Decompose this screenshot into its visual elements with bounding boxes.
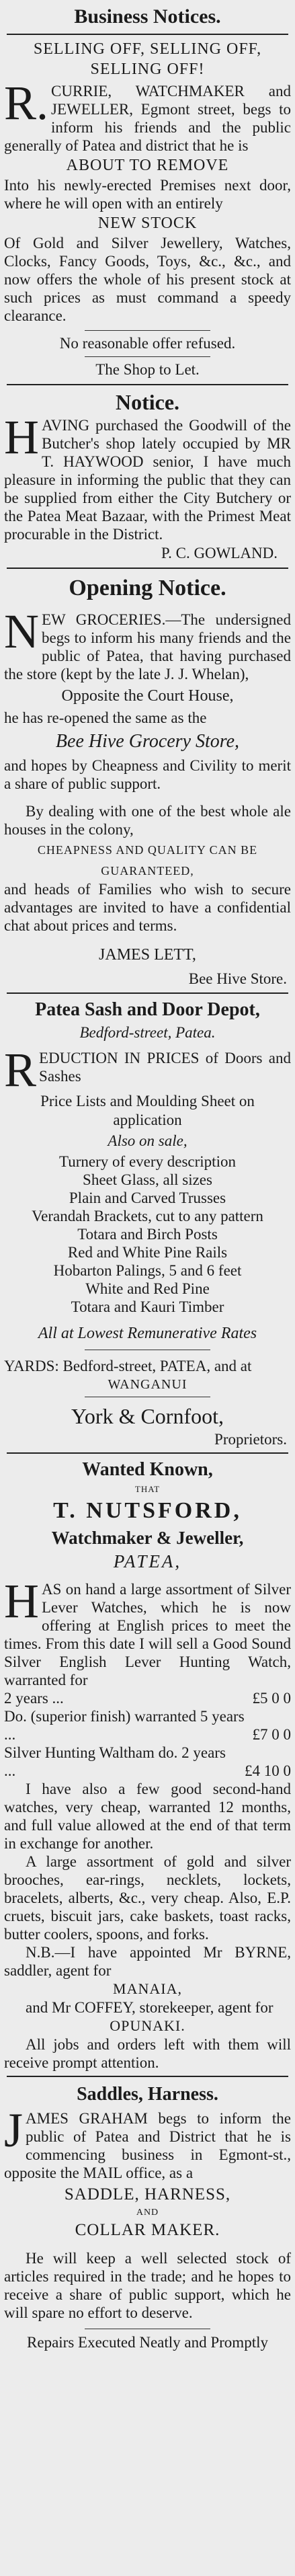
opening-signature: JAMES LETT, — [99, 946, 196, 964]
currie-body-3: Of Gold and Silver Jewellery, Watches, Clocks, Fancy Goods, Toys, &c., &c., and now offers the whole of his present stock at such prices as must command a speedy clearance. — [4, 235, 291, 324]
that: THAT — [134, 1484, 161, 1494]
saddles-text: AMES GRAHAM begs to inform the public of Patea and District that he is commencing business in Egmont-st., opposite the MAIL office, as a — [4, 2110, 291, 2181]
sash-signature-2: Proprietors. — [214, 1431, 287, 1448]
currie-headline: SELLING OFF, SELLING OFF, SELLING OFF! — [33, 40, 262, 78]
price-row-price: £7 0 0 — [252, 1726, 291, 1743]
price-row-label: Silver Hunting Waltham do. 2 years ... — [4, 1744, 226, 1779]
about-to-remove: ABOUT TO REMOVE — [66, 157, 229, 174]
manaia: MANAIA, — [113, 1980, 182, 1997]
jobs: All jobs and orders left with them will receive prompt attention. — [4, 2036, 291, 2071]
saddles-body-2: He will keep a well selected stock of articles required in the trade; and he hopes to receive a share of public support, which he will spare no effort to deserve. — [4, 2250, 291, 2321]
nutsford-body-3: A large assortment of gold and silver brooches, ear-rings, necklets, lockets, bracelets, alberts, &c., very cheap. Also, E.P. cruets, biscuit jars, cake baskets, toast racks, butter coolers, spoons, and forks. — [4, 1853, 291, 1943]
saddles-notice — [4, 2081, 291, 2353]
sash-door-depot — [4, 998, 291, 1448]
notice-title: Notice. — [115, 390, 180, 414]
currie-text: CURRIE, WATCHMAKER and JEWELLER, Egmont street, begs to inform his friends and the public generally of Patea and district that he is — [4, 83, 291, 154]
opening-title: Opening Notice. — [69, 576, 226, 600]
currie-shop: The Shop to Let. — [95, 361, 200, 378]
wanted-known: Wanted Known, — [82, 1459, 213, 1480]
sash-item: Red and White Pine Rails — [67, 1244, 228, 1261]
also-on-sale: Also on sale, — [108, 1132, 187, 1149]
nutsford-nb: N.B.—I have appointed Mr BYRNE, saddler, agent for — [4, 1944, 291, 1979]
opening-text: EW GROCERIES.—The undersigned begs to inform his many friends and the public of Patea, that having purchased the store (kept by the late J. J. Whelan), — [4, 611, 291, 682]
nutsford-body-2: I have also a few good second-hand watches, very cheap, warranted 12 months, and full value allowed at the end of that term in exchange for another. — [4, 1781, 291, 1852]
sash-item: Turnery of every description — [59, 1153, 236, 1170]
price-list — [4, 1689, 291, 1780]
price-row — [4, 1707, 291, 1744]
new-stock: NEW STOCK — [97, 214, 198, 232]
drop-capital: N — [4, 604, 39, 658]
sash-item: Totara and Kauri Timber — [71, 1298, 224, 1315]
dealing-text: By dealing with one of the best whole ale houses in the colony, — [4, 803, 291, 838]
sash-item: Totara and Birch Posts — [77, 1226, 218, 1243]
currie-body — [4, 76, 291, 155]
price-row — [4, 1744, 291, 1780]
saddles-trade: SADDLE, HARNESS, — [64, 2185, 231, 2203]
nutsford-town: PATEA, — [113, 1551, 182, 1571]
hopes-text: and hopes by Cheapness and Civility to merit a share of public support. — [4, 757, 291, 792]
store-name: Bee Hive Grocery Store, — [55, 731, 240, 752]
divider — [7, 568, 288, 569]
drop-capital: R. — [4, 76, 49, 130]
notice-signature: P. C. GOWLAND. — [161, 545, 278, 561]
nutsford-trade: Watchmaker & Jeweller, — [51, 1528, 244, 1548]
sash-item: Plain and Carved Trusses — [69, 1189, 226, 1206]
saddles-and: AND — [136, 2208, 159, 2218]
saddles-title: Saddles, Harness. — [77, 2084, 218, 2105]
yards: YARDS: Bedford-street, PATEA, and at — [4, 1358, 252, 1374]
divider — [85, 356, 210, 357]
divider — [7, 2076, 288, 2077]
divider — [7, 384, 288, 385]
drop-capital: H — [4, 1574, 39, 1628]
drop-capital: J — [4, 2103, 24, 2157]
sash-body — [4, 1043, 291, 1097]
sash-items-list — [4, 1153, 291, 1316]
currie-refused: No reasonable offer refused. — [59, 335, 236, 352]
sash-item: White and Red Pine — [85, 1280, 210, 1297]
lowest-rates: All at Lowest Remunerative Rates — [38, 1325, 257, 1342]
reopened-text: he has re-opened the same as the — [4, 709, 207, 726]
saddles-body — [4, 2103, 291, 2182]
opunaki: OPUNAKI. — [110, 2017, 185, 2034]
currie-notice — [4, 39, 291, 380]
notice-text: AVING purchased the Goodwill of the Butcher's shop lately occupied by MR T. HAYWOOD senior, I have much pleasure in informing the public that they can be supplied from either the City Butchery or the Patea Meat Bazaar, with the Primest Meat procurable in the District. — [4, 417, 291, 543]
nutsford-body — [4, 1574, 291, 1689]
opening-notice — [4, 573, 291, 988]
price-row-label: 2 years ... — [4, 1690, 64, 1707]
notice-body — [4, 410, 291, 543]
repairs: Repairs Executed Neatly and Promptly — [27, 2334, 268, 2351]
drop-capital: R — [4, 1043, 37, 1097]
cheapness-line: CHEAPNESS AND QUALITY CAN BE — [37, 843, 258, 857]
divider — [7, 34, 288, 35]
sash-item: Hobarton Palings, 5 and 6 feet — [53, 1262, 242, 1279]
opening-body — [4, 604, 291, 683]
price-row — [4, 1689, 291, 1707]
sash-item: Verandah Brackets, cut to any pattern — [32, 1208, 263, 1224]
nutsford-notice — [4, 1458, 291, 2072]
gowland-notice — [4, 389, 291, 563]
guaranteed-line: GUARANTEED, — [101, 864, 194, 877]
drop-capital: H — [4, 410, 39, 464]
sash-item: Sheet Glass, all sizes — [83, 1171, 212, 1188]
sash-title: Patea Sash and Door Depot, — [35, 999, 260, 1020]
price-lists: Price Lists and Moulding Sheet on application — [40, 1093, 255, 1128]
nutsford-text: AS on hand a large assortment of Silver Lever Watches, which he is now offering at English prices to meet the times. From this date I will sell a Good Sound Silver English Lever Hunting Watch, warranted for — [4, 1581, 291, 1688]
sash-subtitle: Bedford-street, Patea. — [79, 1024, 216, 1041]
coffey: and Mr COFFEY, storekeeper, agent for — [26, 1999, 273, 2016]
nutsford-name: T. NUTSFORD, — [53, 1498, 242, 1523]
price-row-price: £4 10 0 — [245, 1762, 291, 1779]
sash-text: EDUCTION IN PRICES of Doors and Sashes — [39, 1050, 291, 1085]
heads-text: and heads of Families who wish to secure advantages are invited to have a confidential chat about prices and terms. — [4, 881, 291, 934]
page-title: Business Notices. — [74, 5, 221, 28]
newspaper-column — [4, 0, 291, 2353]
divider — [85, 330, 210, 331]
price-row-label: Do. (superior finish) warranted 5 years ... — [4, 1708, 245, 1743]
price-row-price: £5 0 0 — [252, 1690, 291, 1707]
wanganui: WANGANUI — [108, 1377, 187, 1392]
sash-signature: York & Cornfoot, — [71, 1404, 224, 1428]
opening-signature-2: Bee Hive Store. — [188, 970, 287, 987]
divider — [7, 1452, 288, 1454]
opposite-court-house: Opposite the Court House, — [61, 687, 234, 705]
saddles-maker: COLLAR MAKER. — [75, 2221, 220, 2239]
currie-body-2: Into his newly-erected Premises next door, where he will open with an entirely — [4, 177, 291, 212]
divider — [7, 992, 288, 994]
